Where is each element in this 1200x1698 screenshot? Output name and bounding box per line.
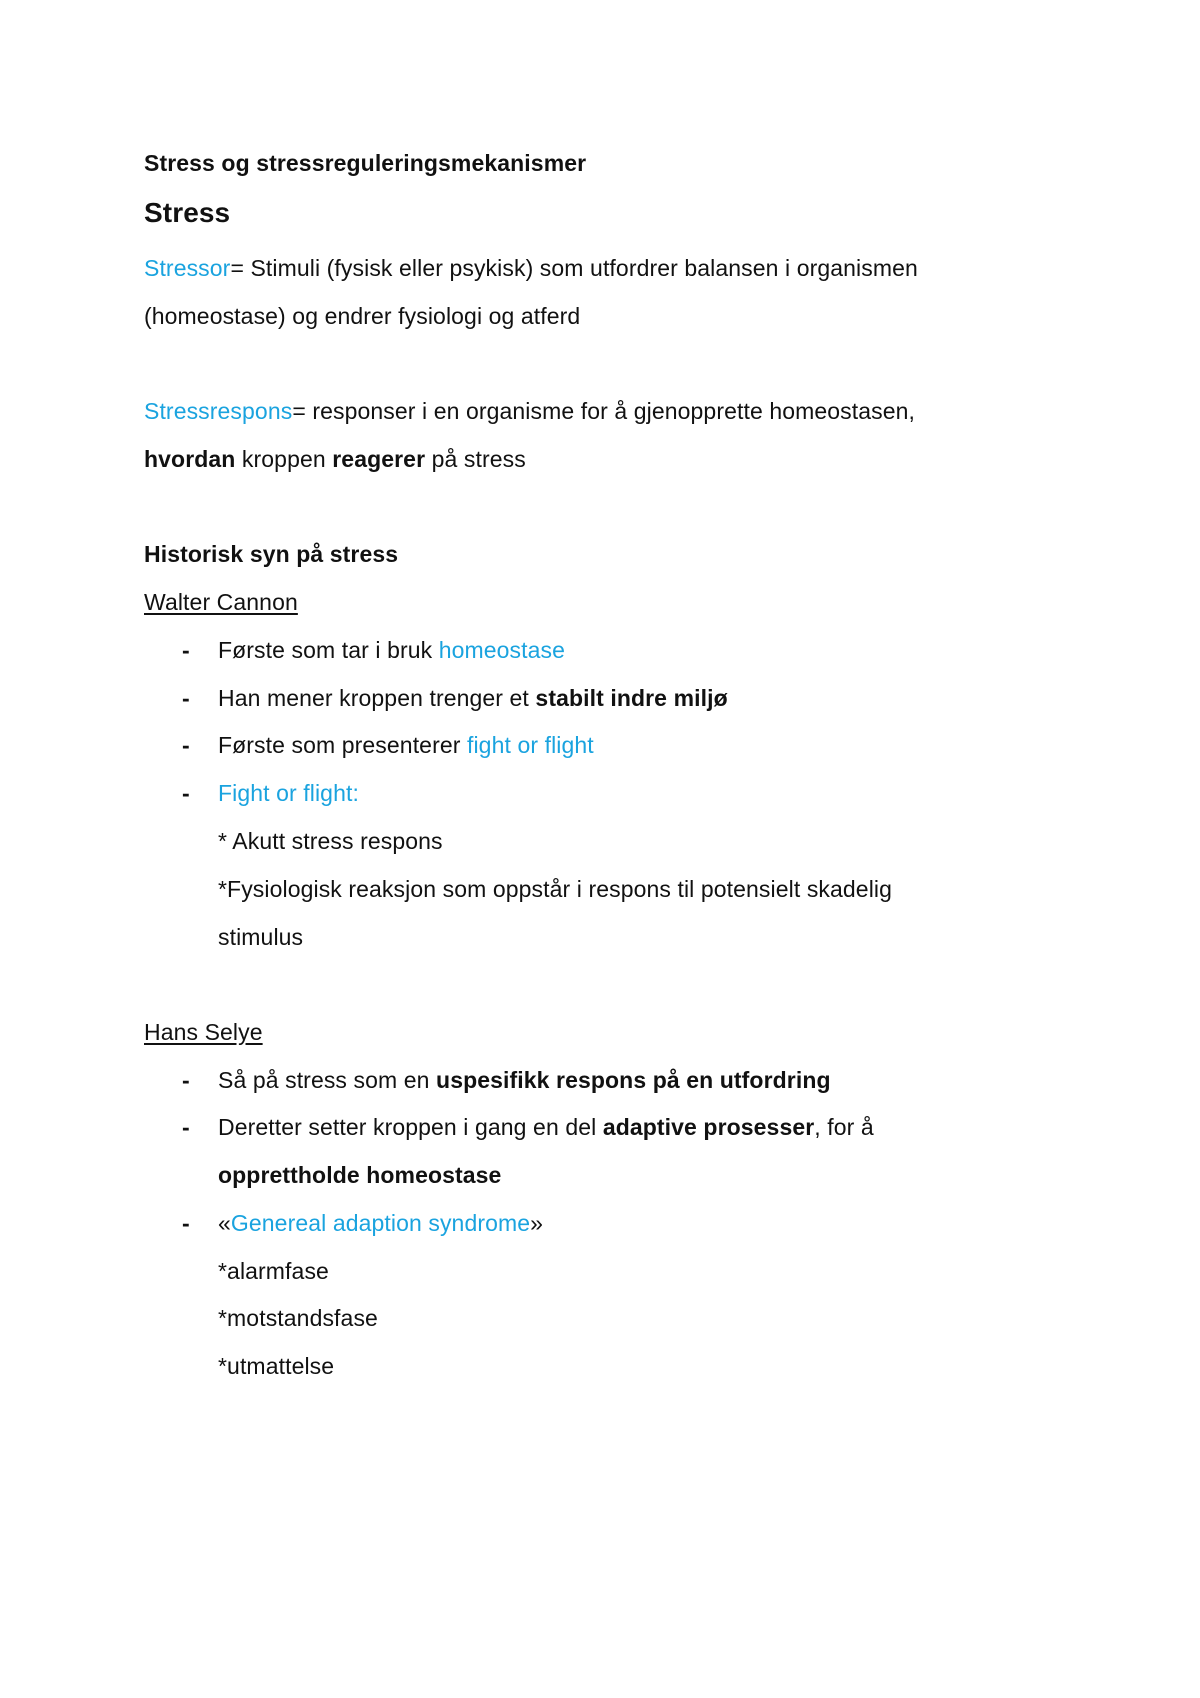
stressrespons-line2: [144, 444, 526, 474]
selye-item-2-text-after: , for å: [814, 1114, 874, 1140]
dash-bullet: -: [182, 1210, 190, 1236]
section-heading-stress: Stress: [144, 197, 231, 228]
bold-reagerer: reagerer: [332, 446, 426, 472]
close-quote: »: [530, 1210, 544, 1236]
stressrespons-term: Stressrespons: [144, 398, 293, 424]
cannon-sub-item-2: *Fysiologisk reaksjon som oppstår i respons til potensielt skadelig: [218, 876, 893, 902]
bold-hvordan: hvordan: [144, 446, 236, 472]
selye-item-1-bold: uspesifikk respons på en utfordring: [436, 1067, 831, 1093]
cannon-item-4-accent: Fight or flight:: [218, 780, 359, 806]
cannon-item-3-text: Første som presenterer: [218, 732, 467, 758]
stressrespons-definition: [144, 396, 915, 426]
dash-bullet: -: [182, 780, 190, 806]
cannon-item-1-text: Første som tar i bruk: [218, 637, 439, 663]
dash-bullet: -: [182, 1114, 190, 1140]
selye-sub-item-3: *utmattelse: [218, 1353, 335, 1379]
cannon-item-3-accent: fight or flight: [466, 732, 594, 758]
cannon-item-2-text: Han mener kroppen trenger et: [218, 685, 536, 711]
open-quote: «: [218, 1210, 231, 1236]
dash-bullet: -: [182, 1067, 190, 1093]
cannon-sub-item-3: stimulus: [218, 924, 304, 950]
dash-bullet: -: [182, 637, 190, 663]
stressrespons-definition-text: = responser i en organisme for å gjenopprette homeostasen,: [292, 398, 916, 424]
cannon-name: Walter Cannon: [144, 589, 298, 615]
selye-item-1-text: Så på stress som en: [218, 1067, 437, 1093]
dash-bullet: -: [182, 732, 190, 758]
selye-item-3-accent: Genereal adaption syndrome: [230, 1210, 531, 1236]
cannon-sub-item-1: * Akutt stress respons: [218, 828, 443, 854]
document-title: Stress og stressreguleringsmekanismer: [144, 150, 587, 176]
stressor-definition-line2: (homeostase) og endrer fysiologi og atferd: [144, 303, 581, 329]
cannon-item-1-accent: homeostase: [438, 637, 566, 663]
stressor-term: Stressor: [144, 255, 231, 281]
historical-heading: Historisk syn på stress: [144, 541, 399, 567]
text-kroppen: kroppen: [235, 446, 333, 472]
cannon-item-2-bold: stabilt indre miljø: [535, 685, 728, 711]
stressor-definition: [144, 253, 918, 283]
stressor-definition-text: = Stimuli (fysisk eller psykisk) som utfordrer balansen i organismen: [230, 255, 918, 281]
selye-sub-item-2: *motstandsfase: [218, 1305, 378, 1331]
selye-sub-item-1: *alarmfase: [218, 1258, 329, 1284]
dash-bullet: -: [182, 685, 190, 711]
selye-item-2-text: Deretter setter kroppen i gang en del: [218, 1114, 603, 1140]
selye-item-2-line2: opprettholde homeostase: [218, 1162, 502, 1188]
selye-item-2-bold: adaptive prosesser: [602, 1114, 815, 1140]
text-paa-stress: på stress: [425, 446, 526, 472]
selye-name: Hans Selye: [144, 1019, 263, 1045]
